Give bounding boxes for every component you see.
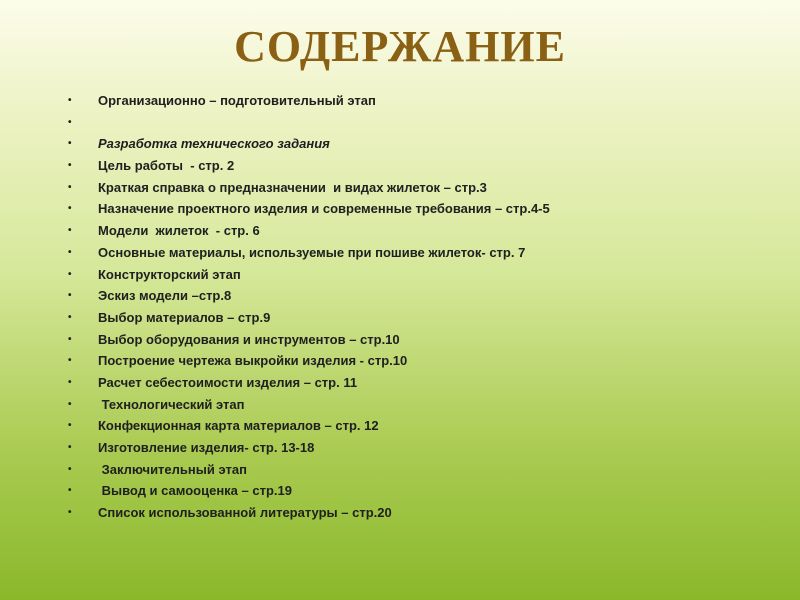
bullet-icon: • <box>68 485 72 497</box>
list-item <box>62 285 782 307</box>
list-item <box>62 459 782 481</box>
list-item <box>62 502 782 524</box>
bullet-icon: • <box>68 181 72 193</box>
list-item-text: Конфекционная карта материалов – стр. 12 <box>98 418 379 434</box>
list-item <box>62 242 782 264</box>
bullet-icon: • <box>68 398 72 410</box>
bullet-icon: • <box>68 442 72 453</box>
bullet-icon: • <box>68 246 72 258</box>
bullet-icon: • <box>68 116 72 128</box>
list-item-text: Краткая справка о предназначении и видах жилеток – стр.3 <box>98 179 487 195</box>
list-item-text: Построение чертежа выкройки изделия - стр.10 <box>98 353 408 369</box>
bullet-icon: • <box>68 463 72 475</box>
bullet-icon: • <box>68 268 72 280</box>
list-item <box>62 133 782 155</box>
bullet-icon: • <box>68 311 72 323</box>
list-item-text: Технологический этап <box>98 396 245 412</box>
list-item <box>62 372 782 394</box>
list-item <box>62 198 782 220</box>
list-item <box>62 264 782 286</box>
list-item-text: Цель работы - стр. 2 <box>98 158 235 174</box>
list-item <box>62 350 782 372</box>
list-item-text: Конструкторский этап <box>98 266 241 282</box>
bullet-icon: • <box>68 420 72 432</box>
list-item <box>62 307 782 329</box>
bullet-icon: • <box>68 95 72 106</box>
page-title: СОДЕРЖАНИЕ <box>234 22 566 71</box>
list-item-text: Вывод и самооценка – стр.19 <box>98 483 292 499</box>
list-item <box>62 155 782 177</box>
list-item-text: Назначение проектного изделия и современные требования – стр.4-5 <box>98 201 550 217</box>
bullet-icon: • <box>68 225 72 237</box>
bullet-icon: • <box>68 507 72 519</box>
list-item <box>62 177 782 199</box>
bullet-icon: • <box>68 333 72 345</box>
list-item <box>62 220 782 242</box>
bullet-icon: • <box>68 376 72 388</box>
list-item-text: Расчет себестоимости изделия – стр. 11 <box>98 374 358 390</box>
list-item <box>62 480 782 502</box>
bullet-icon: • <box>68 138 72 150</box>
list-item <box>62 329 782 351</box>
list-item-text: Выбор оборудования и инструментов – стр.10 <box>98 331 400 347</box>
list-item <box>62 437 782 459</box>
list-item-text: Разработка технического задания <box>98 136 330 152</box>
list-item-text: Основные материалы, используемые при пошиве жилеток- стр. 7 <box>98 244 526 260</box>
bullet-icon: • <box>68 355 72 367</box>
list-item <box>62 112 782 134</box>
list-item <box>62 90 782 112</box>
bullet-icon: • <box>68 160 72 172</box>
list-item-text: Изготовление изделия- стр. 13-18 <box>98 440 315 455</box>
list-item-text: Эскиз модели –стр.8 <box>98 288 232 304</box>
list-item-text: Модели жилеток - стр. 6 <box>98 223 260 239</box>
list-item-text: Список использованной литературы – стр.20 <box>98 505 392 521</box>
bullet-icon: • <box>68 203 72 215</box>
table-of-contents-list <box>62 90 782 524</box>
list-item <box>62 415 782 437</box>
list-item-text: Заключительный этап <box>98 461 247 477</box>
list-item-text: Организационно – подготовительный этап <box>98 93 376 108</box>
list-item <box>62 394 782 416</box>
list-item-text: Выбор материалов – стр.9 <box>98 309 271 325</box>
bullet-icon: • <box>68 290 72 302</box>
